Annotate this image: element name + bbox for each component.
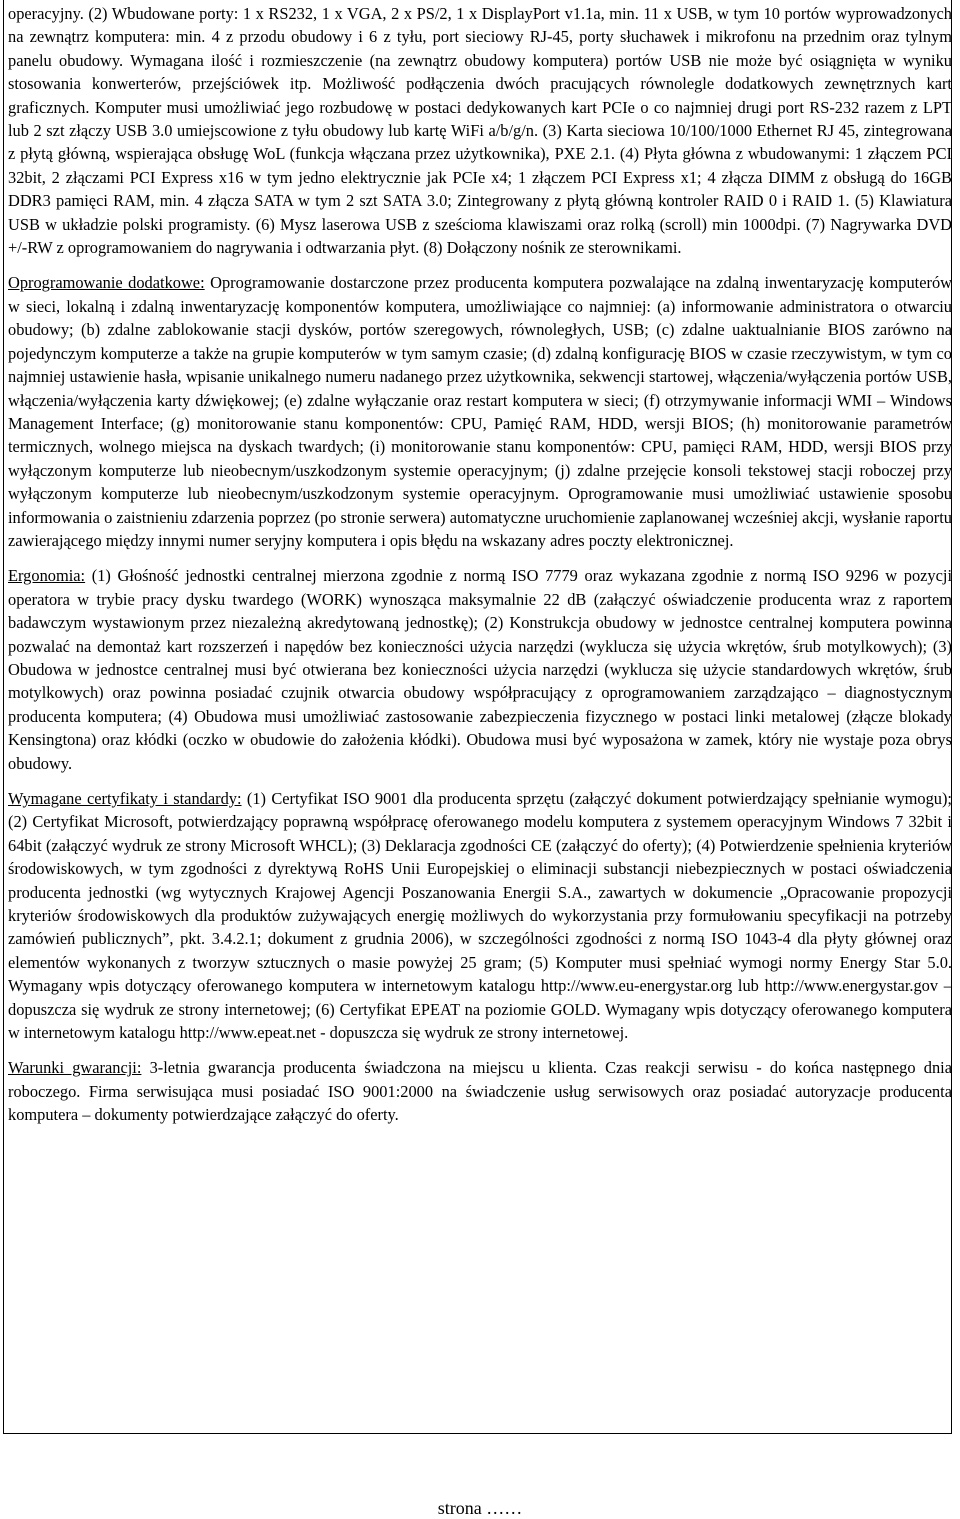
paragraph-warranty [8,1056,952,1126]
paragraph-text: operacyjny. (2) Wbudowane porty: 1 x RS232, 1 x VGA, 2 x PS/2, 1 x DisplayPort v1.1a, min. 11 x USB, w tym 10 portów wyprowadzonych na zewnątrz komputera: min. 4 z przodu obudowy i 6 z tyłu, port sieciowy RJ-45, porty słuchawek i mikrofonu na przednim oraz tylnym panelu obudowy. Wymagana ilość i rozmieszczenie (na zewnątrz obudowy komputera) portów USB nie może być osiągnięta w wyniku stosowania konwerterów, przejściówek itp. Możliwość podłączenia dwóch pracujących równolegle dodatkowych zewnętrznych kart graficznych. Komputer musi umożliwiać jego rozbudowę w postaci dedykowanych kart PCIe o co najmniej drugi port RS-232 razem z LPT lub 2 szt złączy USB 3.0 umiejscowione z tyłu obudowy lub kartę WiFi a/b/g/n. (3) Karta sieciowa 10/100/1000 Ethernet RJ 45, zintegrowana z płytą główną, wspierająca obsługę WoL (funkcja włączana przez użytkownika), PXE 2.1. (4) Płyta główna z wbudowanymi: 1 złączem PCI 32bit, 2 złączami PCI Express x16 w tym jedno elektrycznie jak PCIe x4; 1 złączem PCI Express x1; 4 złącza DIMM z obsługą do 16GB DDR3 pamięci RAM, min. 4 złącza SATA w tym 2 szt SATA 3.0; Zintegrowany z płytą główną kontroler RAID 0 i RAID 1. (5) Klawiatura USB w układzie polski programisty. (6) Mysz laserowa USB z sześcioma klawiszami oraz rolką (scroll) min 1000dpi. (7) Nagrywarka DVD +/-RW z oprogramowaniem do nagrywania i odtwarzania płyt. (8) Dołączony nośnik ze sterownikami. [8,4,952,258]
section-heading: Ergonomia: [8,566,86,586]
section-heading: Wymagane certyfikaty i standardy: [8,789,242,808]
page-footer [0,1498,960,1519]
page-number-label: strona …… [437,1498,523,1518]
paragraph-specs [8,2,952,259]
paragraph-ergonomics [8,564,952,775]
section-heading: Warunki gwarancji: [8,1058,142,1078]
document-body [8,2,952,1127]
paragraph-text: Oprogramowanie dostarczone przez producenta komputera pozwalające na zdalną inwentaryzację komputerów w sieci, lokalną i zdalną inwentaryzację komponentów komputera, umożliwiające co najmniej: (a) informowanie administratora o otwarciu obudowy; (b) zdalne zablokowanie stacji dysków, portów szeregowych, równoległych, USB; (c) zdalne uaktualnianie BIOS zarówno na pojedynczym komputerze a także na grupie komputerów w tym samym czasie; (d) zdalną konfigurację BIOS w czasie rzeczywistym, w tym co najmniej ustawienie hasła, wpisanie unikalnego numeru nadanego przez użytkownika, sekwencji startowej, włączenia/wyłączenia portów USB, włączenia/wyłączenia karty dźwiękowej; (e) zdalne wyłączanie oraz restart komputera w sieci; (f) otrzymywanie informacji WMI – Windows Management Interface; (g) monitorowanie stanu komponentów: CPU, Pamięć RAM, HDD, wersji BIOS; (h) monitorowanie parametrów termicznych, wolnego miejsca na dyskach twardych; (i) monitorowanie stanu komponentów: CPU, pamięci RAM, HDD, wersji BIOS przy wyłączonym komputerze lub nieobecnym/uszkodzonym systemie operacyjnym; (j) zdalne przejęcie konsoli tekstowej stacji roboczej przy wyłączonym komputerze lub nieobecnym/uszkodzonym systemie operacyjnym. Oprogramowanie musi umożliwiać ustawienie sposobu informowania o zaistnieniu zdarzenia poprzez (po stronie serwera) automatyczne uruchomienie zaplanowanej wcześniej akcji, wysłanie raportu zawierającego między innymi numer seryjny komputera i opis błędu na wskazany adres poczty elektronicznej. [8,273,952,550]
paragraph-certificates [8,787,952,1044]
paragraph-text: (1) Certyfikat ISO 9001 dla producenta sprzętu (załączyć dokument potwierdzający spełnianie wymogu); (2) Certyfikat Microsoft, potwierdzający poprawną współpracę oferowanego modelu komputera z systemem operacyjnym Windows 7 32bit i 64bit (załączyć wydruk ze strony Microsoft WHCL); (3) Deklaracja zgodności CE (załączyć do oferty); (4) Potwierdzenie spełnienia kryteriów środowiskowych, w tym zgodności z dyrektywą RoHS Unii Europejskiej o eliminacji substancji niebezpiecznych w postaci oświadczenia producenta jednostki (wg wytycznych Krajowej Agencji Poszanowania Energii S.A., zawartych w dokumencie „Opracowanie propozycji kryteriów środowiskowych dla produktów zużywających energię możliwych do wykorzystania przy formułowaniu specyfikacji na potrzeby zamówień publicznych”, pkt. 3.4.2.1; dokument z grudnia 2006), w szczególności zgodności z normą ISO 1043-4 dla płyty głównej oraz elementów wykonanych z tworzyw sztucznych o masie powyżej 25 gram; (5) Komputer musi spełniać wymogi normy Energy Star 5.0. Wymagany wpis dotyczący oferowanego komputera w internetowym katalogu http://www.eu-energystar.org lub http://www.energystar.gov – dopuszcza się wydruk ze strony internetowej; (6) Certyfikat EPEAT na poziomie GOLD. Wymagany wpis dotyczący oferowanego komputera w internetowym katalogu http://www.epeat.net - dopuszcza się wydruk ze strony internetowej. [8,789,952,1043]
paragraph-text: (1) Głośność jednostki centralnej mierzona zgodnie z normą ISO 7779 oraz wykazana zgodnie z normą ISO 9296 w pozycji operatora w trybie pracy dysku twardego (WORK) wynosząca maksymalnie 22 dB (załączyć oświadczenie producenta wraz z raportem badawczym wystawionym przez niezależną akredytowaną jednostkę); (2) Konstrukcja obudowy w jednostce centralnej komputera powinna pozwalać na demontaż kart rozszerzeń i napędów bez konieczności użycia narzędzi (wyklucza się użycia wkrętów, śrub motylkowych); (3) Obudowa w jednostce centralnej musi być otwierana bez konieczności użycia narzędzi (wyklucza się użycie standardowych wkrętów, śrub motylkowych) oraz powinna posiadać czujnik otwarcia obudowy współpracujący z oprogramowaniem zarządzająco – diagnostycznym producenta komputera; (4) Obudowa musi umożliwiać zastosowanie zabezpieczenia fizycznego w postaci linki metalowej (złącze blokady Kensingtona) oraz kłódki (oczko w obudowie do założenia kłódki). Obudowa musi być wyposażona w zamek, który nie wystaje poza obrys obudowy. [8,566,952,773]
paragraph-software [8,271,952,552]
section-heading: Oprogramowanie dodatkowe: [8,273,205,293]
paragraph-text: 3-letnia gwarancja producenta świadczona na miejscu u klienta. Czas reakcji serwisu - do końca następnego dnia roboczego. Firma serwisująca musi posiadać ISO 9001:2000 na świadczenie usług serwisowych oraz posiadać autoryzacje producenta komputera – dokumenty potwierdzające załączyć do oferty. [8,1058,952,1125]
